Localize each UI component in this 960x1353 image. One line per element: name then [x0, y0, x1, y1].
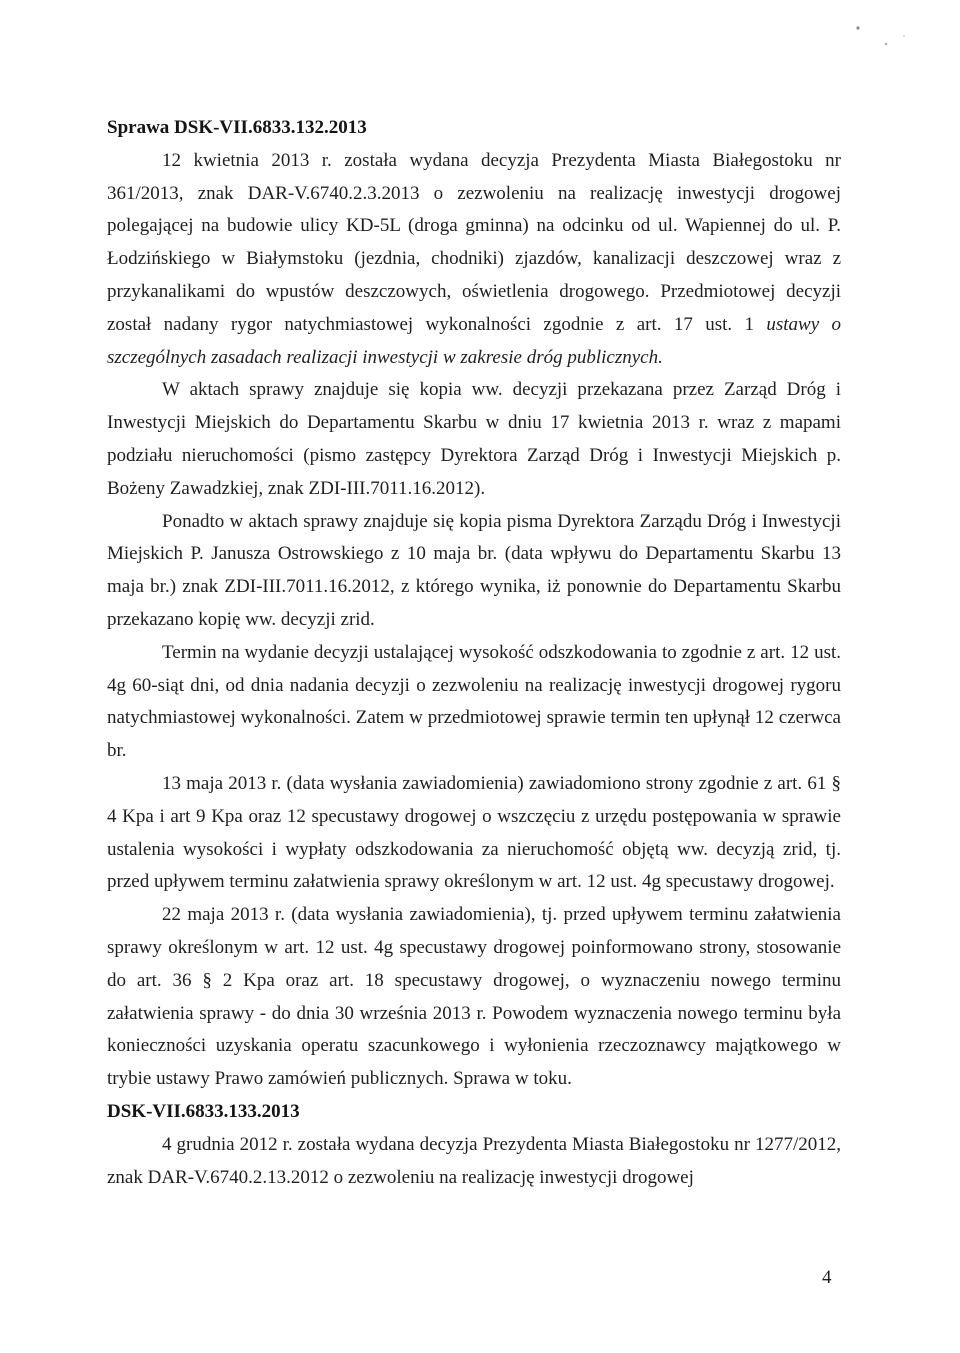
case-heading-132: Sprawa DSK-VII.6833.132.2013 [107, 117, 367, 138]
case-132-paragraph-notice-may13: 13 maja 2013 r. (data wysłania zawiadomienia) zawiadomiono strony zgodnie z art. 61 § 4 Kpa i art 9 Kpa oraz 12 specustawy drogowej o wszczęciu z urzędu postępowania w sprawie ustalenia wysokości i wypłaty odszkodowania za nieruchomość objętą ww. decyzją zrid, tj. przed upływem terminu załatwienia sprawy określonym w art. 12 ust. 4g specustawy drogowej. [107, 772, 841, 893]
case-132-paragraph-files: W aktach sprawy znajduje się kopia ww. decyzji przekazana przez Zarząd Dróg i Inwestycji Miejskich do Departamentu Skarbu w dniu 17 kwietnia 2013 r. wraz z mapami podziału nieruchomości (pismo zastępcy Dyrektora Zarząd Dróg i Inwestycji Miejskich p. Bożeny Zawadzkiej, znak ZDI-III.7011.16.2012). [107, 379, 841, 499]
page-number: 4 [822, 1267, 832, 1288]
case-heading-133: DSK-VII.6833.133.2013 [107, 1100, 300, 1122]
document-body [107, 112, 841, 1194]
case-132-paragraph-decision-text: 12 kwietnia 2013 r. została wydana decyzja Prezydenta Miasta Białegostoku nr 361/2013, znak DAR-V.6740.2.3.2013 o zezwoleniu na realizację inwestycji drogowej polegającej na budowie ulicy KD-5L (droga gminna) na odcinku od ul. Wapiennej do ul. P. Łodzińskiego w Białymstoku (jezdnia, chodniki) zjazdów, kanalizacji deszczowej wraz z przykanalikami do wpustów deszczowych, oświetlenia drogowego. Przedmiotowej decyzji został nadany rygor natychmiastowej wykonalności zgodnie z art. 17 ust. 1 [107, 149, 841, 335]
case-132-paragraph-decision [107, 145, 841, 375]
case-132-act-title: ustawy o szczególnych zasadach realizacji inwestycji w zakresie dróg publicznych. [107, 313, 841, 368]
case-132-paragraph-deadline: Termin na wydanie decyzji ustalającej wysokość odszkodowania to zgodnie z art. 12 ust. 4g 60-siąt dni, od dnia nadania decyzji o zezwoleniu na realizację inwestycji drogowej rygoru natychmiastowej wykonalności. Zatem w przedmiotowej sprawie termin ten upłynął 12 czerwca br. [107, 641, 841, 762]
scan-speck-mark [840, 14, 920, 54]
case-132-paragraph-letter: Ponadto w aktach sprawy znajduje się kopia pisma Dyrektora Zarządu Dróg i Inwestycji Miejskich P. Janusza Ostrowskiego z 10 maja br. (data wpływu do Departamentu Skarbu 13 maja br.) znak ZDI-III.7011.16.2012, z którego wynika, iż ponownie do Departamentu Skarbu przekazano kopię ww. decyzji zrid. [107, 510, 841, 630]
case-132-paragraph-notice-may22: 22 maja 2013 r. (data wysłania zawiadomienia), tj. przed upływem terminu załatwienia sprawy określonym w art. 12 ust. 4g specustawy drogowej poinformowano strony, stosowanie do art. 36 § 2 Kpa oraz art. 18 specustawy drogowej, o wyznaczeniu nowego terminu załatwienia sprawy - do dnia 30 września 2013 r. Powodem wyznaczenia nowego terminu była konieczności uzyskania operatu szacunkowego i wyłonienia rzeczoznawcy majątkowego w trybie ustawy Prawo zamówień publicznych. Sprawa w toku. [107, 904, 841, 1090]
case-133-paragraph-decision: 4 grudnia 2012 r. została wydana decyzja Prezydenta Miasta Białegostoku nr 1277/2012, znak DAR-V.6740.2.13.2012 o zezwoleniu na realizację inwestycji drogowej [107, 1133, 841, 1188]
